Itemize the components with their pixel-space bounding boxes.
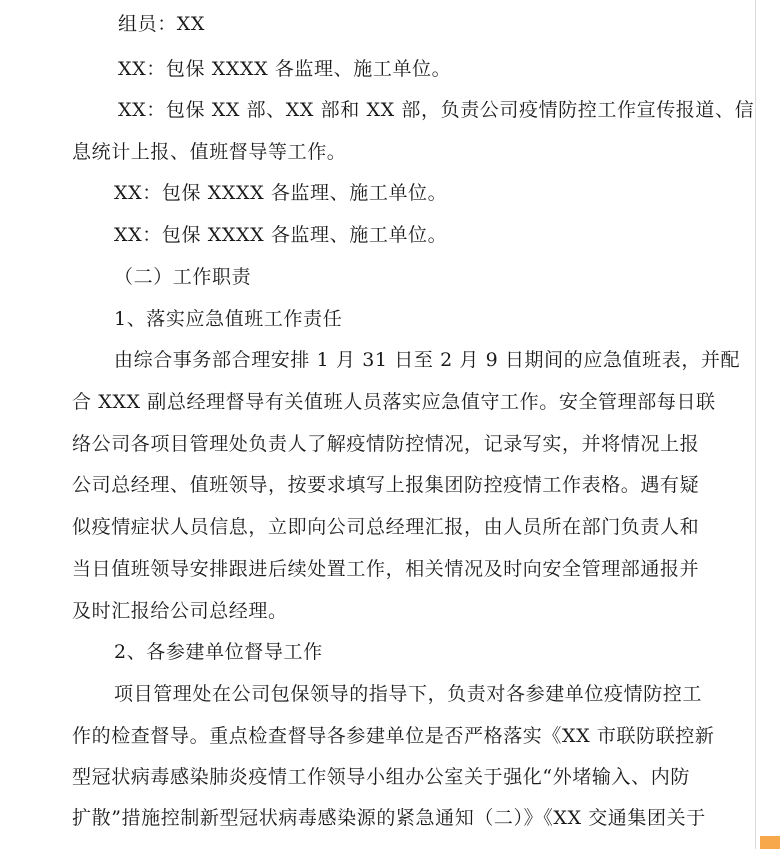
text-line: 由综合事务部合理安排 1 月 31 日至 2 月 9 日期间的应急值班表，并配 [114,349,741,371]
text-line: 型冠状病毒感染肺炎疫情工作领导小组办公室关于强化“外堵输入、内防 [72,766,690,788]
text-line: 作的检查督导。重点检查督导各参建单位是否严格落实《XX 市联防联控新 [72,725,715,747]
text-line: XX：包保 XX 部、XX 部和 XX 部，负责公司疫情防控工作宣传报道、信 [118,99,755,121]
section-heading: （二）工作职责 [114,266,252,288]
text-line: 当日值班领导安排跟进后续处置工作，相关情况及时向安全管理部通报并 [72,558,700,580]
corner-marker [760,836,780,849]
subsection-heading: 2、各参建单位督导工作 [114,641,323,663]
page-edge-divider [755,0,756,849]
text-line: 似疫情症状人员信息，立即向公司总经理汇报，由人员所在部门负责人和 [72,516,700,538]
text-line: XX：包保 XXXX 各监理、施工单位。 [114,224,448,246]
text-line: 息统计上报、值班督导等工作。 [72,141,347,163]
text-line: 及时汇报给公司总经理。 [72,600,288,622]
text-line: XX：包保 XXXX 各监理、施工单位。 [118,58,452,80]
text-line: 项目管理处在公司包保领导的指导下，负责对各参建单位疫情防控工 [114,683,703,705]
text-line: 公司总经理、值班领导，按要求填写上报集团防控疫情工作表格。遇有疑 [72,474,700,496]
text-line: XX：包保 XXXX 各监理、施工单位。 [114,182,448,204]
text-line: 合 XXX 副总经理督导有关值班人员落实应急值守工作。安全管理部每日联 [72,391,716,413]
subsection-heading: 1、落实应急值班工作责任 [114,308,343,330]
text-line: 扩散”措施控制新型冠状病毒感染源的紧急通知（二）》《XX 交通集团关于 [72,807,706,829]
text-line: 组员：XX [118,13,206,35]
text-line: 络公司各项目管理处负责人了解疫情防控情况，记录写实，并将情况上报 [72,433,700,455]
